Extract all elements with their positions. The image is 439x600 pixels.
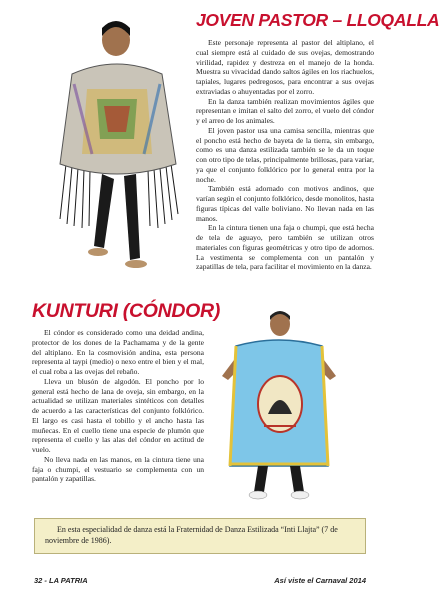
footer-page-number: 32 - LA PATRIA — [34, 576, 88, 585]
pastor-section-title: JOVEN PASTOR – LLOQALLA — [196, 10, 439, 30]
pastor-section-body — [196, 38, 374, 272]
pastor-paragraph: También está adornado con motivos andinos, que varían según el conjunto folklórico, desde monolitos, hasta figuras típicas del valle boliviano. No llevan nada en las manos. — [196, 184, 374, 223]
kunturi-paragraph: Lleva un blusón de algodón. El poncho por lo general está hecho de lana de oveja, sin embargo, en la actualidad se utilizan materiales sintéticos con detalles de acuerdo a las características del conjunto folklórico. El largo es casi hasta el tobillo y el ancho hasta las muñecas. En el cuello tiene una especie de plumón que representa el cuello y las alas del cóndor en actitud de vuelo. — [32, 376, 204, 454]
pastor-dancer-illustration — [52, 14, 182, 284]
pastor-paragraph: En la danza también realizan movimientos ágiles que representan e imitan el salto del zorro, el vuelo del cóndor y el arreo de los animales. — [196, 96, 374, 125]
pastor-paragraph: Este personaje representa al pastor del altiplano, el cual siempre está al cuidado de sus ovejas, demostrando virilidad, rapidez y destreza en el manejo de la honda. Muestra su vivacidad dando saltos ágiles en los riachuelos, tapiales, lugares pedregosos, para encontrar a sus ovejas extraviadas o ahuyentadas por el zorro. — [196, 38, 374, 96]
footer-publication-title: Así viste el Carnaval 2014 — [274, 576, 366, 585]
fraternity-info-box — [34, 518, 366, 554]
kunturi-section-body — [32, 328, 204, 484]
pastor-dancer-photo — [52, 14, 182, 284]
kunturi-section-title: KUNTURI (CÓNDOR) — [32, 300, 221, 322]
kunturi-paragraph: El cóndor es considerado como una deidad andina, protector de los dones de la Pachamama y de la gente del altiplano. En la cosmovisión andina, esta persona representa al taypi (medio) o nexo entre el bien y el mal, el cual roba a las ovejas del rebaño. — [32, 328, 204, 376]
kunturi-dancer-photo — [220, 306, 338, 506]
pastor-paragraph: En la cintura tienen una faja o chumpi, que está hecha de tela de aguayo, pero también se utilizan otros materiales con figuras geométricas y otro tipo de adornos. La vestimenta se complementa con un pantalón y zapatillas de tela, para facilitar el movimiento en la danza. — [196, 223, 374, 272]
fraternity-info-text: En esta especialidad de danza está la Fraternidad de Danza Estilizada “Inti Llajta” (7 de noviembre de 1986). — [45, 525, 338, 545]
kunturi-paragraph: No lleva nada en las manos, en la cintura tiene una faja o chumpi, el vestuario se complementa con un pantalón y zapatillas. — [32, 454, 204, 484]
pastor-paragraph: El joven pastor usa una camisa sencilla, mientras que el poncho está hecho de bayeta de la tierra, sin embargo, como es una danza estilizada también se le da un toque con otro tipo de telas, principalmente brillosas, para variar, ya que el conjunto folklórico por lo general entra por la noche. — [196, 125, 374, 184]
kunturi-dancer-illustration — [220, 306, 338, 506]
